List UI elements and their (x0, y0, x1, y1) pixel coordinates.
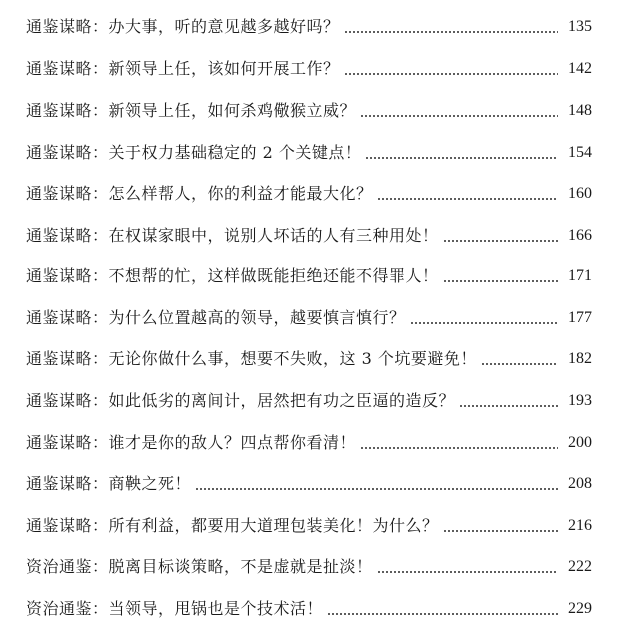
toc-entry-title: 通鉴谋略：为什么位置越高的领导，越要慎言慎行？ (26, 308, 406, 327)
dot-leader (443, 221, 558, 251)
dot-leader (344, 54, 558, 84)
dot-leader (377, 552, 558, 582)
toc-entry[interactable] (26, 138, 592, 168)
toc-entry-page: 200 (568, 434, 592, 451)
toc-entry-page: 154 (568, 144, 592, 161)
toc-entry[interactable] (26, 511, 592, 541)
dot-leader (344, 12, 558, 42)
toc-entry-page: 216 (568, 517, 592, 534)
toc-entry-title: 通鉴谋略：商鞅之死！ (26, 474, 192, 493)
toc-entry[interactable] (26, 96, 592, 126)
dot-leader (481, 344, 558, 374)
toc-entry-title: 资治通鉴：脱离目标谈策略，不是虚就是扯淡！ (26, 557, 373, 576)
dot-leader (327, 594, 558, 624)
toc-entry[interactable] (26, 428, 592, 458)
dot-leader (360, 428, 558, 458)
toc-entry-title: 通鉴谋略：怎么样帮人，你的利益才能最大化？ (26, 184, 373, 203)
toc-entry[interactable] (26, 54, 592, 84)
toc-entry-title: 通鉴谋略：不想帮的忙，这样做既能拒绝还能不得罪人！ (26, 266, 439, 285)
toc-entry-page: 222 (568, 558, 592, 575)
dot-leader (443, 511, 558, 541)
toc-entry-title: 通鉴谋略：如此低劣的离间计，居然把有功之臣逼的造反？ (26, 391, 456, 410)
toc-entry-title: 通鉴谋略：关于权力基础稳定的 2 个关键点！ (26, 143, 362, 162)
toc-entry-page: 208 (568, 475, 592, 492)
toc-entry-title: 通鉴谋略：所有利益，都要用大道理包装美化！为什么？ (26, 516, 439, 535)
toc-entry-title: 通鉴谋略：无论你做什么事，想要不失败，这 3 个坑要避免！ (26, 349, 477, 368)
toc-entry[interactable] (26, 594, 592, 624)
toc-entry-page: 142 (568, 60, 592, 77)
toc-entry[interactable] (26, 344, 592, 374)
dot-leader (377, 179, 558, 209)
toc-entry-page: 135 (568, 18, 592, 35)
toc-entry[interactable] (26, 179, 592, 209)
toc-entry-title: 通鉴谋略：新领导上任，该如何开展工作？ (26, 59, 340, 78)
toc-entry-page: 171 (568, 267, 592, 284)
toc-entry-page: 177 (568, 309, 592, 326)
toc-entry-title: 通鉴谋略：在权谋家眼中，说别人坏话的人有三种用处！ (26, 226, 439, 245)
dot-leader (195, 469, 558, 499)
toc-entry[interactable] (26, 552, 592, 582)
toc-entry-page: 182 (568, 350, 592, 367)
toc-entry-title: 通鉴谋略：办大事，听的意见越多越好吗？ (26, 17, 340, 36)
toc-entry-title: 资治通鉴：当领导，甩锅也是个技术活！ (26, 599, 324, 618)
toc-entry[interactable] (26, 221, 592, 251)
dot-leader (443, 261, 558, 291)
toc-entry-title: 通鉴谋略：谁才是你的敌人？四点帮你看清！ (26, 433, 357, 452)
toc-entry-page: 193 (568, 392, 592, 409)
dot-leader (360, 96, 558, 126)
dot-leader (365, 138, 558, 168)
dot-leader (410, 303, 558, 333)
toc-entry-title: 通鉴谋略：新领导上任，如何杀鸡儆猴立威？ (26, 101, 357, 120)
toc-entry-page: 229 (568, 600, 592, 617)
toc-entry[interactable] (26, 386, 592, 416)
toc-entry[interactable] (26, 303, 592, 333)
toc-entry-page: 160 (568, 185, 592, 202)
toc-entry[interactable] (26, 12, 592, 42)
dot-leader (459, 386, 558, 416)
toc-entry[interactable] (26, 469, 592, 499)
toc-entry-page: 148 (568, 102, 592, 119)
toc-entry-page: 166 (568, 227, 592, 244)
toc-entry[interactable] (26, 261, 592, 291)
